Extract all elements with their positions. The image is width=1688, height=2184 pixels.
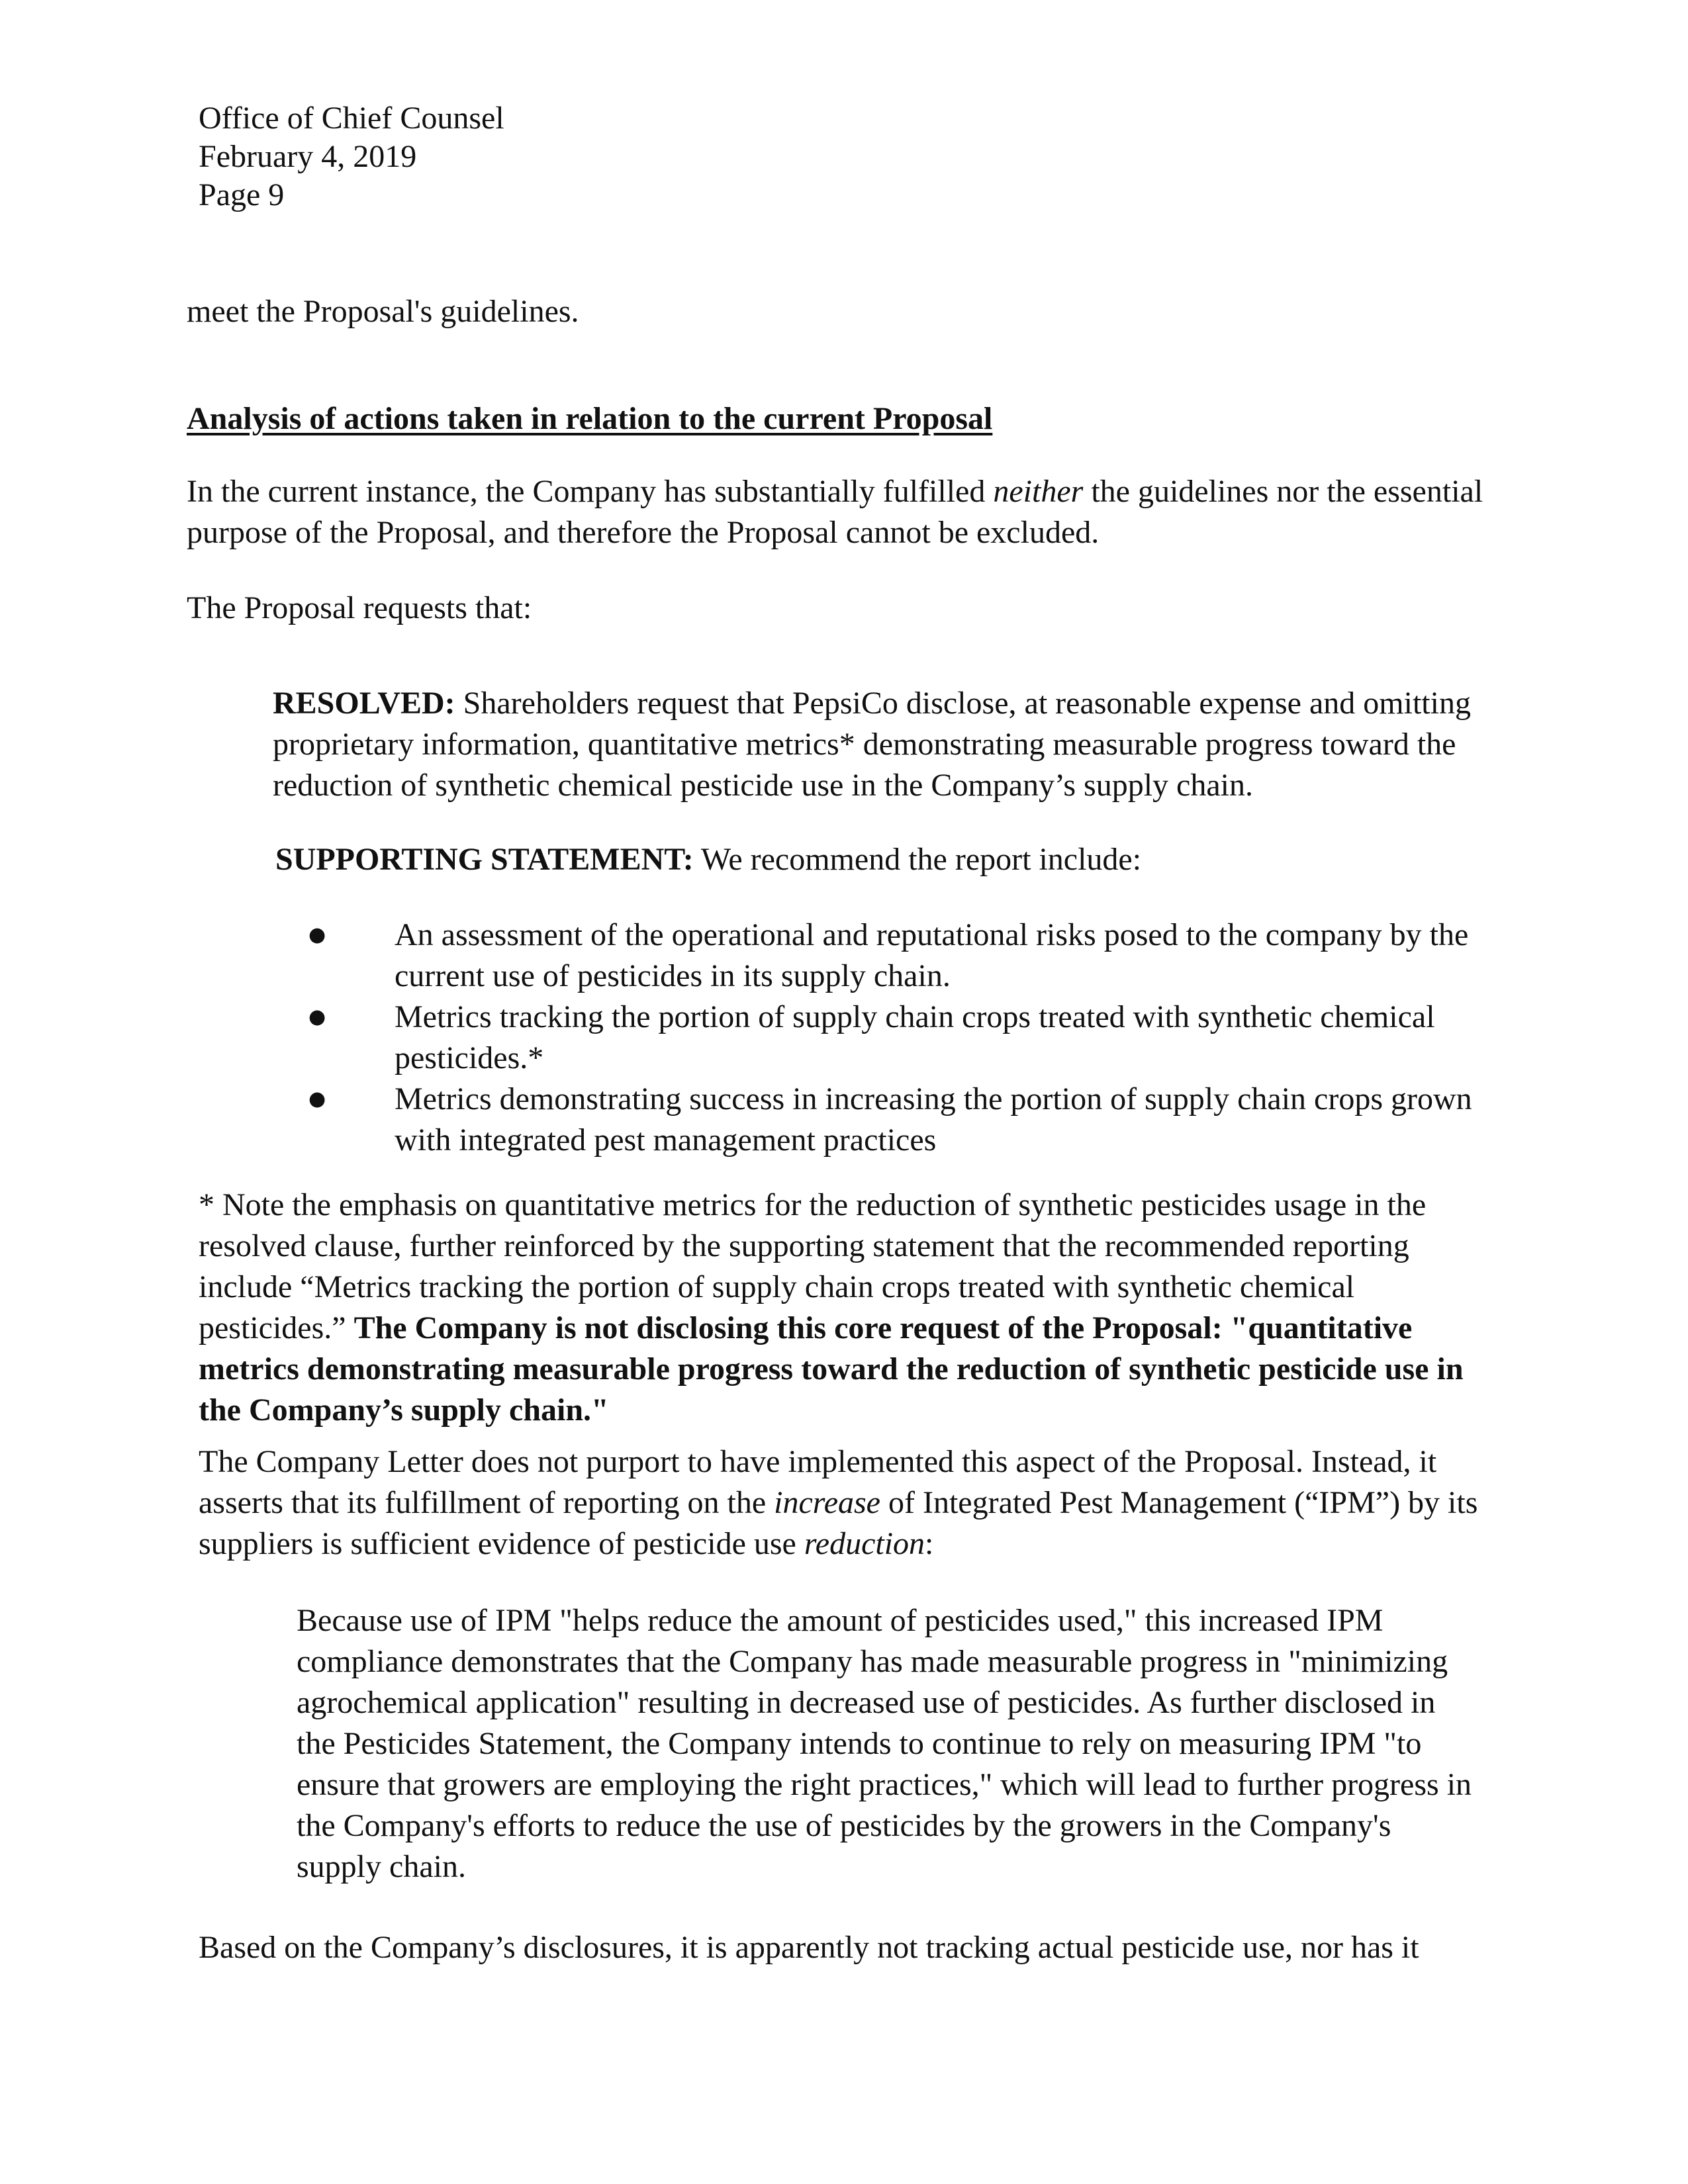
paragraph-text: of Integrated Pest Management (“IPM”) by its suppliers is sufficient evidence of pesticide use <box>199 1485 1478 1561</box>
bullet-icon: ● <box>308 1005 326 1028</box>
list-item-text: An assessment of the operational and reputational risks posed to the company by the current use of pesticides in its supply chain. <box>395 917 1469 993</box>
resolved-clause <box>273 683 1491 806</box>
list-item <box>308 915 1496 997</box>
list-item-text: Metrics demonstrating success in increasing the portion of supply chain crops grown with integrated pest management practices <box>395 1081 1472 1158</box>
closing-line: Based on the Company’s disclosures, it is apparently not tracking actual pesticide use, nor has it <box>199 1930 1419 1965</box>
bullet-icon: ● <box>308 1087 326 1111</box>
paragraph-text: The Company Letter does not purport to have implemented this aspect of the Proposal. Instead, it asserts that its fulfillment of reporting on the <box>199 1444 1437 1520</box>
bullet-icon: ● <box>308 923 326 946</box>
footnote-bold-text: The Company is not disclosing this core request of the Proposal: "quantitative metrics demonstrating measurable progress toward the reduction of synthetic pesticide use in the Company’s supply chain." <box>199 1310 1464 1428</box>
paragraph-text: In the current instance, the Company has substantially fulfilled <box>187 474 994 509</box>
company-letter-paragraph <box>199 1441 1496 1565</box>
header-recipient: Office of Chief Counsel <box>199 101 504 136</box>
emphasis-increase: increase <box>774 1485 880 1520</box>
emphasis-neither: neither <box>993 474 1084 509</box>
paragraph-text: the guidelines nor the essential purpose of the Proposal, and therefore the Proposal cannot be excluded. <box>187 474 1483 550</box>
intro-line: meet the Proposal's guidelines. <box>187 294 579 329</box>
list-item-text: Metrics tracking the portion of supply chain crops treated with synthetic chemical pesticides.* <box>395 999 1435 1075</box>
resolved-text: Shareholders request that PepsiCo disclose, at reasonable expense and omitting proprietary information, quantitative metrics* demonstrating measurable progress toward the reduction of synthetic chemical pesticide use in the Company’s supply chain. <box>273 686 1471 803</box>
supporting-statement-text: We recommend the report include: <box>693 842 1142 877</box>
letter-header <box>199 99 504 214</box>
recommendation-list <box>308 915 1496 1161</box>
supporting-statement <box>275 839 1141 880</box>
paragraph-text: : <box>925 1526 934 1561</box>
list-item <box>308 1079 1496 1161</box>
proposal-requests-line: The Proposal requests that: <box>187 590 532 625</box>
paragraph-current-instance <box>187 471 1484 553</box>
header-page-number: Page 9 <box>199 177 285 212</box>
footnote-paragraph <box>199 1185 1496 1431</box>
section-heading: Analysis of actions taken in relation to the current Proposal <box>187 401 993 436</box>
block-quote: Because use of IPM "helps reduce the amount of pesticides used," this increased IPM compliance demonstrates that the Company has made measurable progress in "minimizing agrochemical application" resulting in decreased use of pesticides. As further disclosed in the Pesticides Statement, the Company intends to continue to rely on measuring IPM "to ensure that growers are employing the right practices," which will lead to further progress in the Company's efforts to reduce the use of pesticides by the growers in the Company's supply chain. <box>297 1603 1472 1884</box>
supporting-statement-label: SUPPORTING STATEMENT: <box>275 842 694 877</box>
resolved-label: RESOLVED: <box>273 686 455 721</box>
list-item <box>308 997 1496 1079</box>
header-date: February 4, 2019 <box>199 139 417 174</box>
footnote-text: * Note the emphasis on quantitative metrics for the reduction of synthetic pesticides usage in the resolved clause, further reinforced by the supporting statement that the recommended reporting include “Metrics tracking the portion of supply chain crops treated with synthetic chemical pesticides.” <box>199 1187 1427 1345</box>
emphasis-reduction: reduction <box>804 1526 925 1561</box>
